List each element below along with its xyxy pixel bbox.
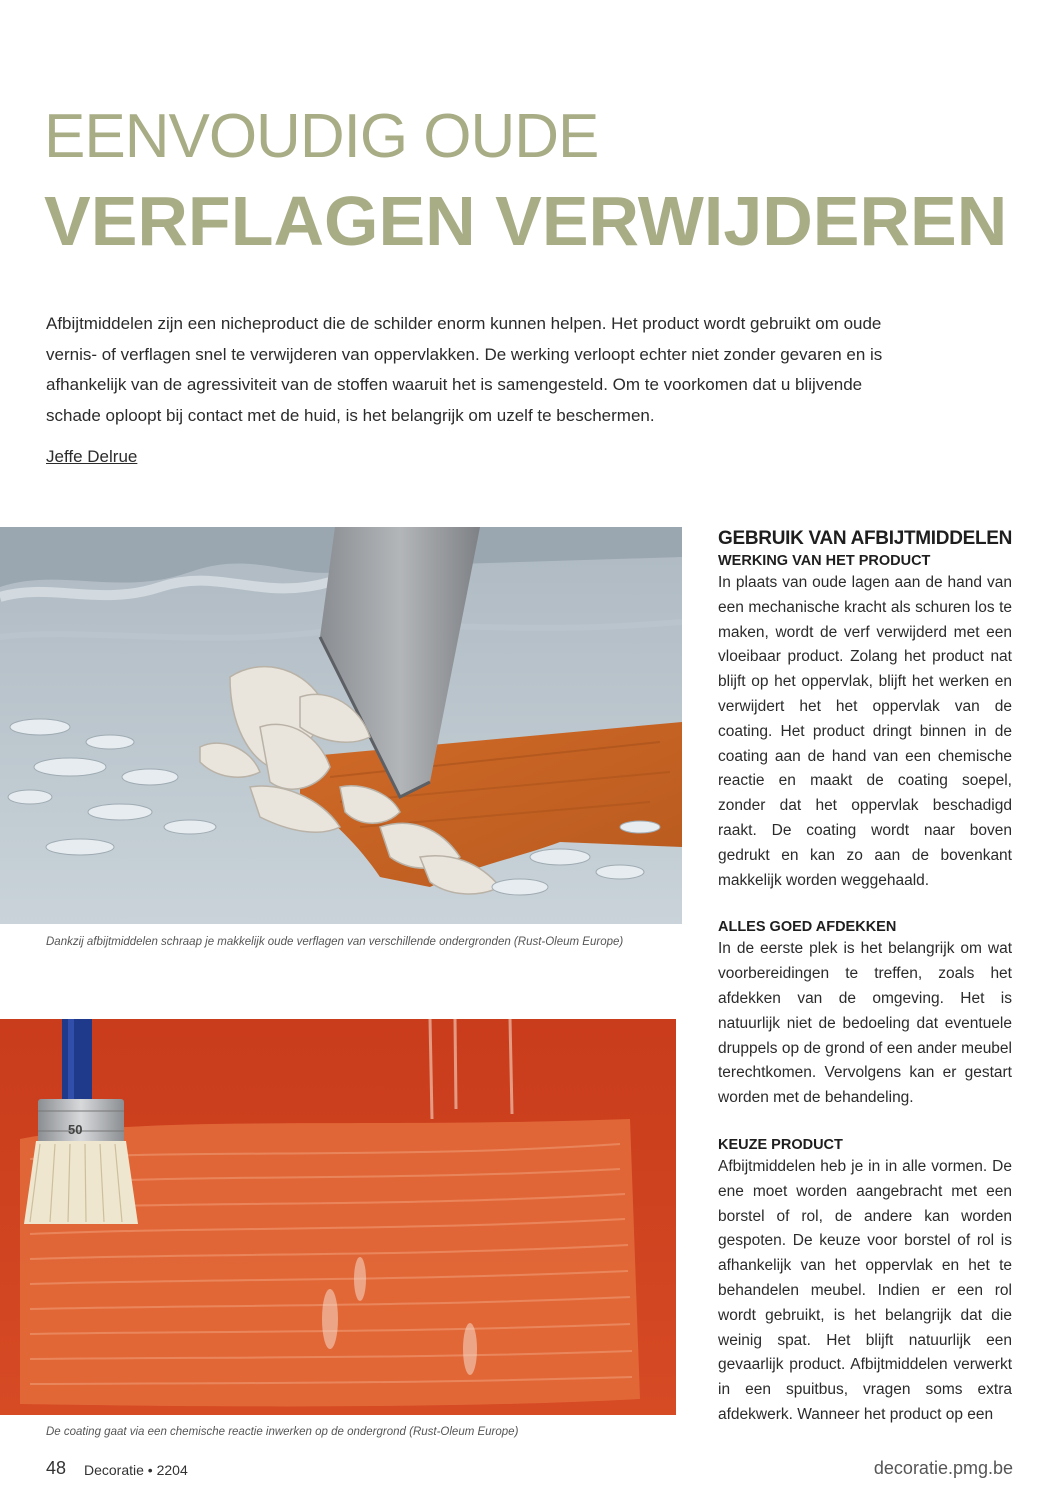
subheading-keuze: KEUZE PRODUCT [718,1136,843,1153]
magazine-issue: Decoratie • 2204 [84,1462,188,1478]
website-link[interactable]: decoratie.pmg.be [873,1458,1013,1478]
article-column [718,527,1012,1428]
photo-brush [0,1019,676,1415]
photo-caption-1: Dankzij afbijtmiddelen schraap je makkelijk oude verflagen van verschillende ondergronden (Rust-Oleum Europe) [46,936,624,948]
brush-illustration [0,1019,676,1415]
title-line-1: EENVOUDIG OUDE [44,102,599,171]
paragraph-afdekken: In de eerste plek is het belangrijk om wat voorbereidingen te treffen, zoals het afdekken van de omgeving. Het is natuurlijk niet de bedoeling dat eventuele druppels op de grond of een ander meubel terechtkomen. Vervolgens kan er gestart worden met de behandeling. [718,940,1012,1107]
subheading-afdekken: ALLES GOED AFDEKKEN [718,919,897,936]
title-line-2: VERFLAGEN VERWIJDEREN [44,182,1008,260]
photo-caption-2: De coating gaat via een chemische reactie inwerken op de ondergrond (Rust-Oleum Europe) [46,1426,519,1438]
scraper-illustration [0,527,682,924]
page-number: 48 [46,1458,67,1478]
brush-size-label: 50 [68,1122,83,1137]
section-title: GEBRUIK VAN AFBIJTMIDDELEN [718,528,1013,549]
paragraph-keuze: Afbijtmiddelen heb je in in alle vormen. De ene moet worden aangebracht met een borstel of rol, de andere kan worden gespoten. De keuze voor borstel of rol is afhankelijk van het oppervlak en het te behandelen meubel. Indien er een rol wordt gebruikt, is het belangrijk dat die weinig spat. Het blijft natuurlijk een gevaarlijk product. Afbijtmiddelen verwerkt in een spuitbus, vragen soms extra afdekwerk. Wanneer het product op een [718,1157,1012,1423]
author-link[interactable]: Jeffe Delrue [46,447,138,466]
intro-paragraph: Afbijtmiddelen zijn een nicheproduct die de schilder enorm kunnen helpen. Het product wordt gebruikt om oude vernis- of verflagen snel te verwijderen van oppervlakken. De werking verloopt echter niet zonder gevaren en is afhankelijk van de agressiviteit van de stoffen waaruit het is samengesteld. Om te voorkomen dat u blijvende schade oploopt bij contact met de huid, is het belangrijk om uzelf te beschermen. [46,314,883,425]
subheading-werking: WERKING VAN HET PRODUCT [718,553,931,569]
paragraph-werking: In plaats van oude lagen aan de hand van een mechanische kracht als schuren los te maken, wordt de verf verwijderd met een vloeibaar product. Zolang het product nat blijft op het oppervlak, blijft het werken en verwijdert het het oppervlak van de coating. Het product dringt binnen in de coating aan de hand van een chemische reactie en maakt de coating soepel, zonder dat het oppervlak beschadigd raakt. De coating wordt naar boven gedrukt en kan zo aan de bovenkant makkelijk worden weggehaald. [718,574,1012,889]
photo-scraper [0,527,682,924]
